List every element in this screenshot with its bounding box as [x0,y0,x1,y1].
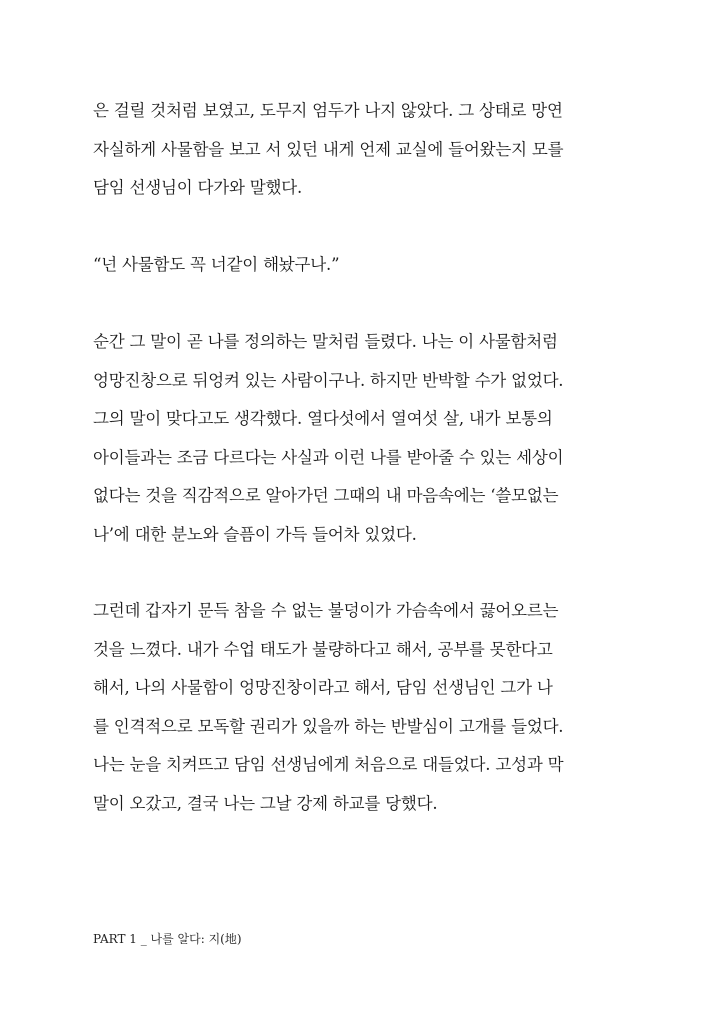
paragraph-2-quote [93,246,598,285]
text-line: 나는 눈을 치켜뜨고 담임 선생님에게 처음으로 대들었다. 고성과 막 [93,755,564,774]
text-line: 엉망진창으로 뒤엉켜 있는 사람이구나. 하지만 반박할 수가 없었다. [93,370,564,390]
text-line: “넌 사물함도 꼭 너같이 해놨구나.” [93,255,340,274]
text-line: 것을 느꼈다. 내가 수업 태도가 불량하다고 해서, 공부를 못한다고 [93,639,553,659]
text-line: 자실하게 사물함을 보고 서 있던 내게 언제 교실에 들어왔는지 모를 [93,139,564,159]
paragraph-3 [93,323,598,554]
paragraph-1 [93,92,598,208]
text-line: 없다는 것을 직감적으로 알아가던 그때의 내 마음속에는 ‘쓸모없는 [93,486,559,505]
text-line: 담임 선생님이 다가와 말했다. [93,178,303,197]
text-line: 은 걸릴 것처럼 보였고, 도무지 엄두가 나지 않았다. 그 상태로 망연 [93,101,563,120]
text-line: 를 인격적으로 모독할 권리가 있을까 하는 반발심이 고개를 들었다. [93,716,564,736]
text-line: 말이 오갔고, 결국 나는 그날 강제 하교를 당했다. [93,793,438,813]
text-line: 순간 그 말이 곧 나를 정의하는 말처럼 들렸다. 나는 이 사물함처럼 [93,332,558,351]
text-line: 그의 말이 맞다고도 생각했다. 열다섯에서 열여섯 살, 내가 보통의 [93,409,553,428]
page-footer-running-title: PART 1 _ 나를 알다: 지(地) [93,932,242,946]
paragraph-4 [93,592,598,823]
text-line: 나’에 대한 분노와 슬픔이 가득 들어차 있었다. [93,524,417,544]
text-line: 아이들과는 조금 다르다는 사실과 이런 나를 받아줄 수 있는 세상이 [93,447,564,467]
text-line: 해서, 나의 사물함이 엉망진창이라고 해서, 담임 선생님인 그가 나 [93,678,553,697]
text-line: 그런데 갑자기 문득 참을 수 없는 불덩이가 가슴속에서 끓어오르는 [93,601,559,620]
